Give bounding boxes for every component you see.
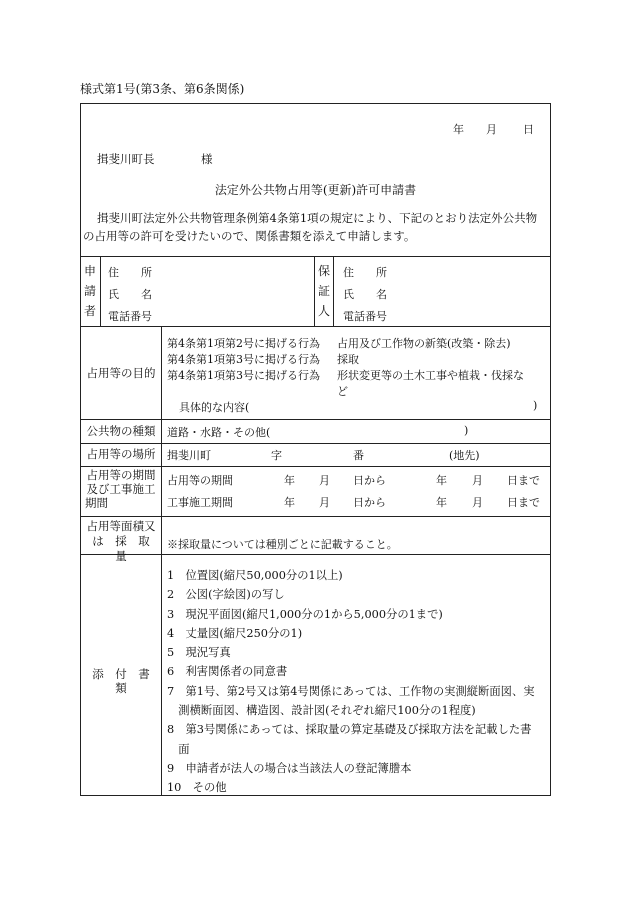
intro-line-2: の占用等の許可を受けたいので、関係書類を添えて申請します。: [83, 229, 416, 243]
period-occupancy-to-month: 月: [472, 474, 483, 487]
period-construction-to-day: 日まで: [507, 496, 540, 509]
intro-line-1: 揖斐川町法定外公共物管理条例第4条第1項の規定により、下記のとおり法定外公共物: [97, 211, 538, 225]
addressee: 揖斐川町長: [97, 152, 155, 166]
kind-label: 公共物の種類: [86, 424, 156, 438]
attachment-item: 6 利害関係者の同意書: [167, 665, 288, 679]
kind-options: 道路・水路・その他(: [167, 426, 271, 439]
purpose-specific-label: 具体的な内容(: [179, 401, 250, 414]
purpose-clause-2: 第4条第1項第3号に掲げる行為: [167, 353, 320, 366]
form-title: 法定外公共物占用等(更新)許可申請書: [214, 183, 417, 197]
kind-close: ): [464, 424, 469, 437]
location-label: 占用等の場所: [86, 447, 156, 461]
attachments-list: [167, 566, 535, 798]
attachment-item: 3 現況平面図(縮尺1,000分の1から5,000分の1まで): [167, 607, 443, 621]
area-note: ※採取量については種別ごとに記載すること。: [167, 538, 398, 551]
attachment-item: 4 丈量図(縮尺250分の1): [167, 626, 303, 640]
period-construction-from-month: 月: [319, 496, 330, 509]
applicant-address-label: 住 所: [108, 266, 152, 279]
rule-purpose-top: [81, 326, 550, 327]
purpose-action-2: 採取: [337, 353, 359, 366]
attachment-item: 10 その他: [167, 781, 227, 795]
attachment-item: 1 位置図(縮尺50,000分の1以上): [167, 569, 343, 582]
attachment-item-cont: 測横断面図、構造図、設計図(それぞれ縮尺100分の1程度): [167, 704, 476, 718]
attachment-item: 2 公図(字絵図)の写し: [167, 588, 285, 602]
applicant-label: 申 請 者: [83, 264, 96, 318]
honorific: 様: [201, 152, 213, 166]
purpose-action-1: 占用及び工作物の新築(改築・除去): [337, 337, 511, 350]
rule-applicant-guarantor-sep: [314, 256, 315, 326]
area-label: 占用等面積又 は 採 取 量: [86, 519, 162, 563]
period-construction-from-day: 日から: [353, 496, 386, 509]
location-aza: 字: [271, 449, 282, 462]
rule-location-top: [81, 443, 550, 444]
form-number-label: 様式第1号(第3条、第6条関係): [80, 82, 245, 96]
rule-applicant-top: [81, 256, 550, 257]
attachment-item: 8 第3号関係にあっては、採取量の算定基礎及び採取方法を記載した書: [167, 723, 532, 737]
location-ban: 番: [353, 449, 364, 462]
period-occupancy-to-year: 年: [436, 474, 447, 487]
period-occupancy-from-year: 年: [284, 474, 295, 487]
guarantor-label: 保 証 人: [317, 264, 330, 318]
guarantor-name-label: 氏 名: [343, 288, 387, 301]
location-town: 揖斐川町: [167, 449, 211, 462]
attachment-item-cont: 面: [167, 742, 190, 756]
form-frame: [80, 103, 551, 796]
period-occupancy-name: 占用等の期間: [167, 474, 233, 487]
rule-kind-top: [81, 419, 550, 420]
attachment-item: 7 第1号、第2号又は第4号関係にあっては、工作物の実測縦断面図、実: [167, 684, 535, 698]
purpose-action-3: 形状変更等の土木工事や植栽・伐採な: [337, 369, 524, 382]
guarantor-address-label: 住 所: [343, 266, 387, 279]
purpose-specific-close: ): [533, 399, 538, 412]
date-year: 年: [453, 123, 464, 136]
applicant-name-label: 氏 名: [108, 288, 152, 301]
attachment-item: 5 現況写真: [167, 646, 231, 660]
rule-area-top: [81, 516, 550, 517]
applicant-phone-label: 電話番号: [108, 310, 152, 323]
period-occupancy-to-day: 日まで: [507, 474, 540, 487]
purpose-clause-1: 第4条第1項第2号に掲げる行為: [167, 337, 320, 350]
period-occupancy-from-day: 日から: [353, 474, 386, 487]
rule-label-column: [161, 326, 162, 796]
rule-guarantor-label-sep: [333, 256, 334, 326]
period-construction-name: 工事施工期間: [167, 496, 233, 509]
period-construction-from-year: 年: [284, 496, 295, 509]
date-month: 月: [486, 123, 497, 136]
period-construction-to-month: 月: [472, 496, 483, 509]
period-construction-to-year: 年: [436, 496, 447, 509]
attachments-label: 添 付 書 類: [92, 667, 162, 695]
date-day: 日: [523, 123, 534, 136]
purpose-clause-3: 第4条第1項第3号に掲げる行為: [167, 369, 320, 382]
period-occupancy-from-month: 月: [319, 474, 330, 487]
purpose-action-3-cont: ど: [337, 385, 348, 398]
guarantor-phone-label: 電話番号: [343, 310, 387, 323]
rule-applicant-label-sep: [100, 256, 101, 326]
period-label: 占用等の期間 及び工事施工 期間: [85, 468, 156, 510]
attachment-item: 9 申請者が法人の場合は当該法人の登記簿謄本: [167, 761, 412, 775]
rule-period-top: [81, 466, 550, 467]
location-chisaki: (地先): [449, 449, 480, 462]
purpose-label: 占用等の目的: [86, 366, 156, 380]
